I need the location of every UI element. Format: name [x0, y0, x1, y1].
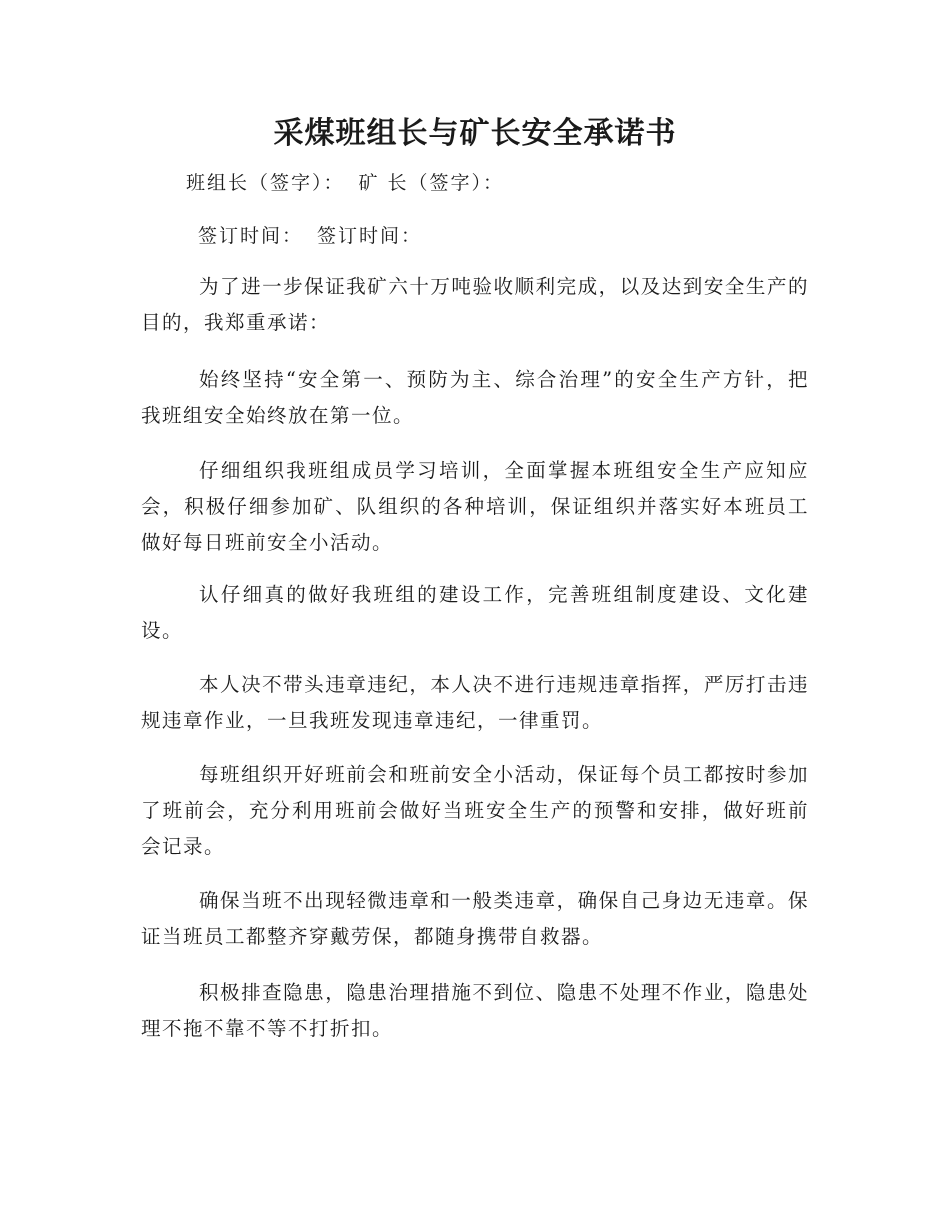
date-line	[198, 221, 422, 251]
document-title: 采煤班组长与矿长安全承诺书	[273, 116, 677, 151]
paragraph-intro: 为了进一步保证我矿六十万吨验收顺利完成，以及达到安全生产的目的，我郑重承诺：	[141, 275, 809, 334]
paragraph-training: 仔细组织我班组成员学习培训，全面掌握本班组安全生产应知应会，积极仔细参加矿、队组织的各种培训，保证组织并落实好本班员工做好每日班前安全小活动。	[141, 459, 809, 554]
paragraph-pre-shift-meeting: 每班组织开好班前会和班前安全小活动，保证每个员工都按时参加了班前会，充分利用班前会做好当班安全生产的预警和安排，做好班前会记录。	[141, 763, 809, 858]
paragraph-team-building: 认仔细真的做好我班组的建设工作，完善班组制度建设、文化建设。	[141, 583, 809, 642]
director-date-label: 签订时间：	[317, 225, 423, 247]
paragraph-shift-safety: 确保当班不出现轻微违章和一般类违章，确保自己身边无违章。保证当班员工都整齐穿戴劳保，都随身携带自救器。	[141, 889, 809, 948]
signature-line	[186, 168, 504, 198]
paragraph-no-violations: 本人决不带头违章违纪，本人决不进行违规违章指挥，严厉打击违规违章作业，一旦我班发现违章违纪，一律重罚。	[141, 673, 809, 732]
paragraph-hazard-check: 积极排查隐患，隐患治理措施不到位、隐患不处理不作业，隐患处理不拖不靠不等不打折扣。	[141, 981, 809, 1040]
director-signature-label: 矿 长（签字）：	[358, 172, 505, 194]
paragraph-safety-policy: 始终坚持“安全第一、预防为主、综合治理”的安全生产方针，把我班组安全始终放在第一位。	[141, 368, 809, 427]
leader-date-label: 签订时间：	[198, 225, 304, 247]
leader-signature-label: 班组长（签字）：	[186, 172, 345, 194]
